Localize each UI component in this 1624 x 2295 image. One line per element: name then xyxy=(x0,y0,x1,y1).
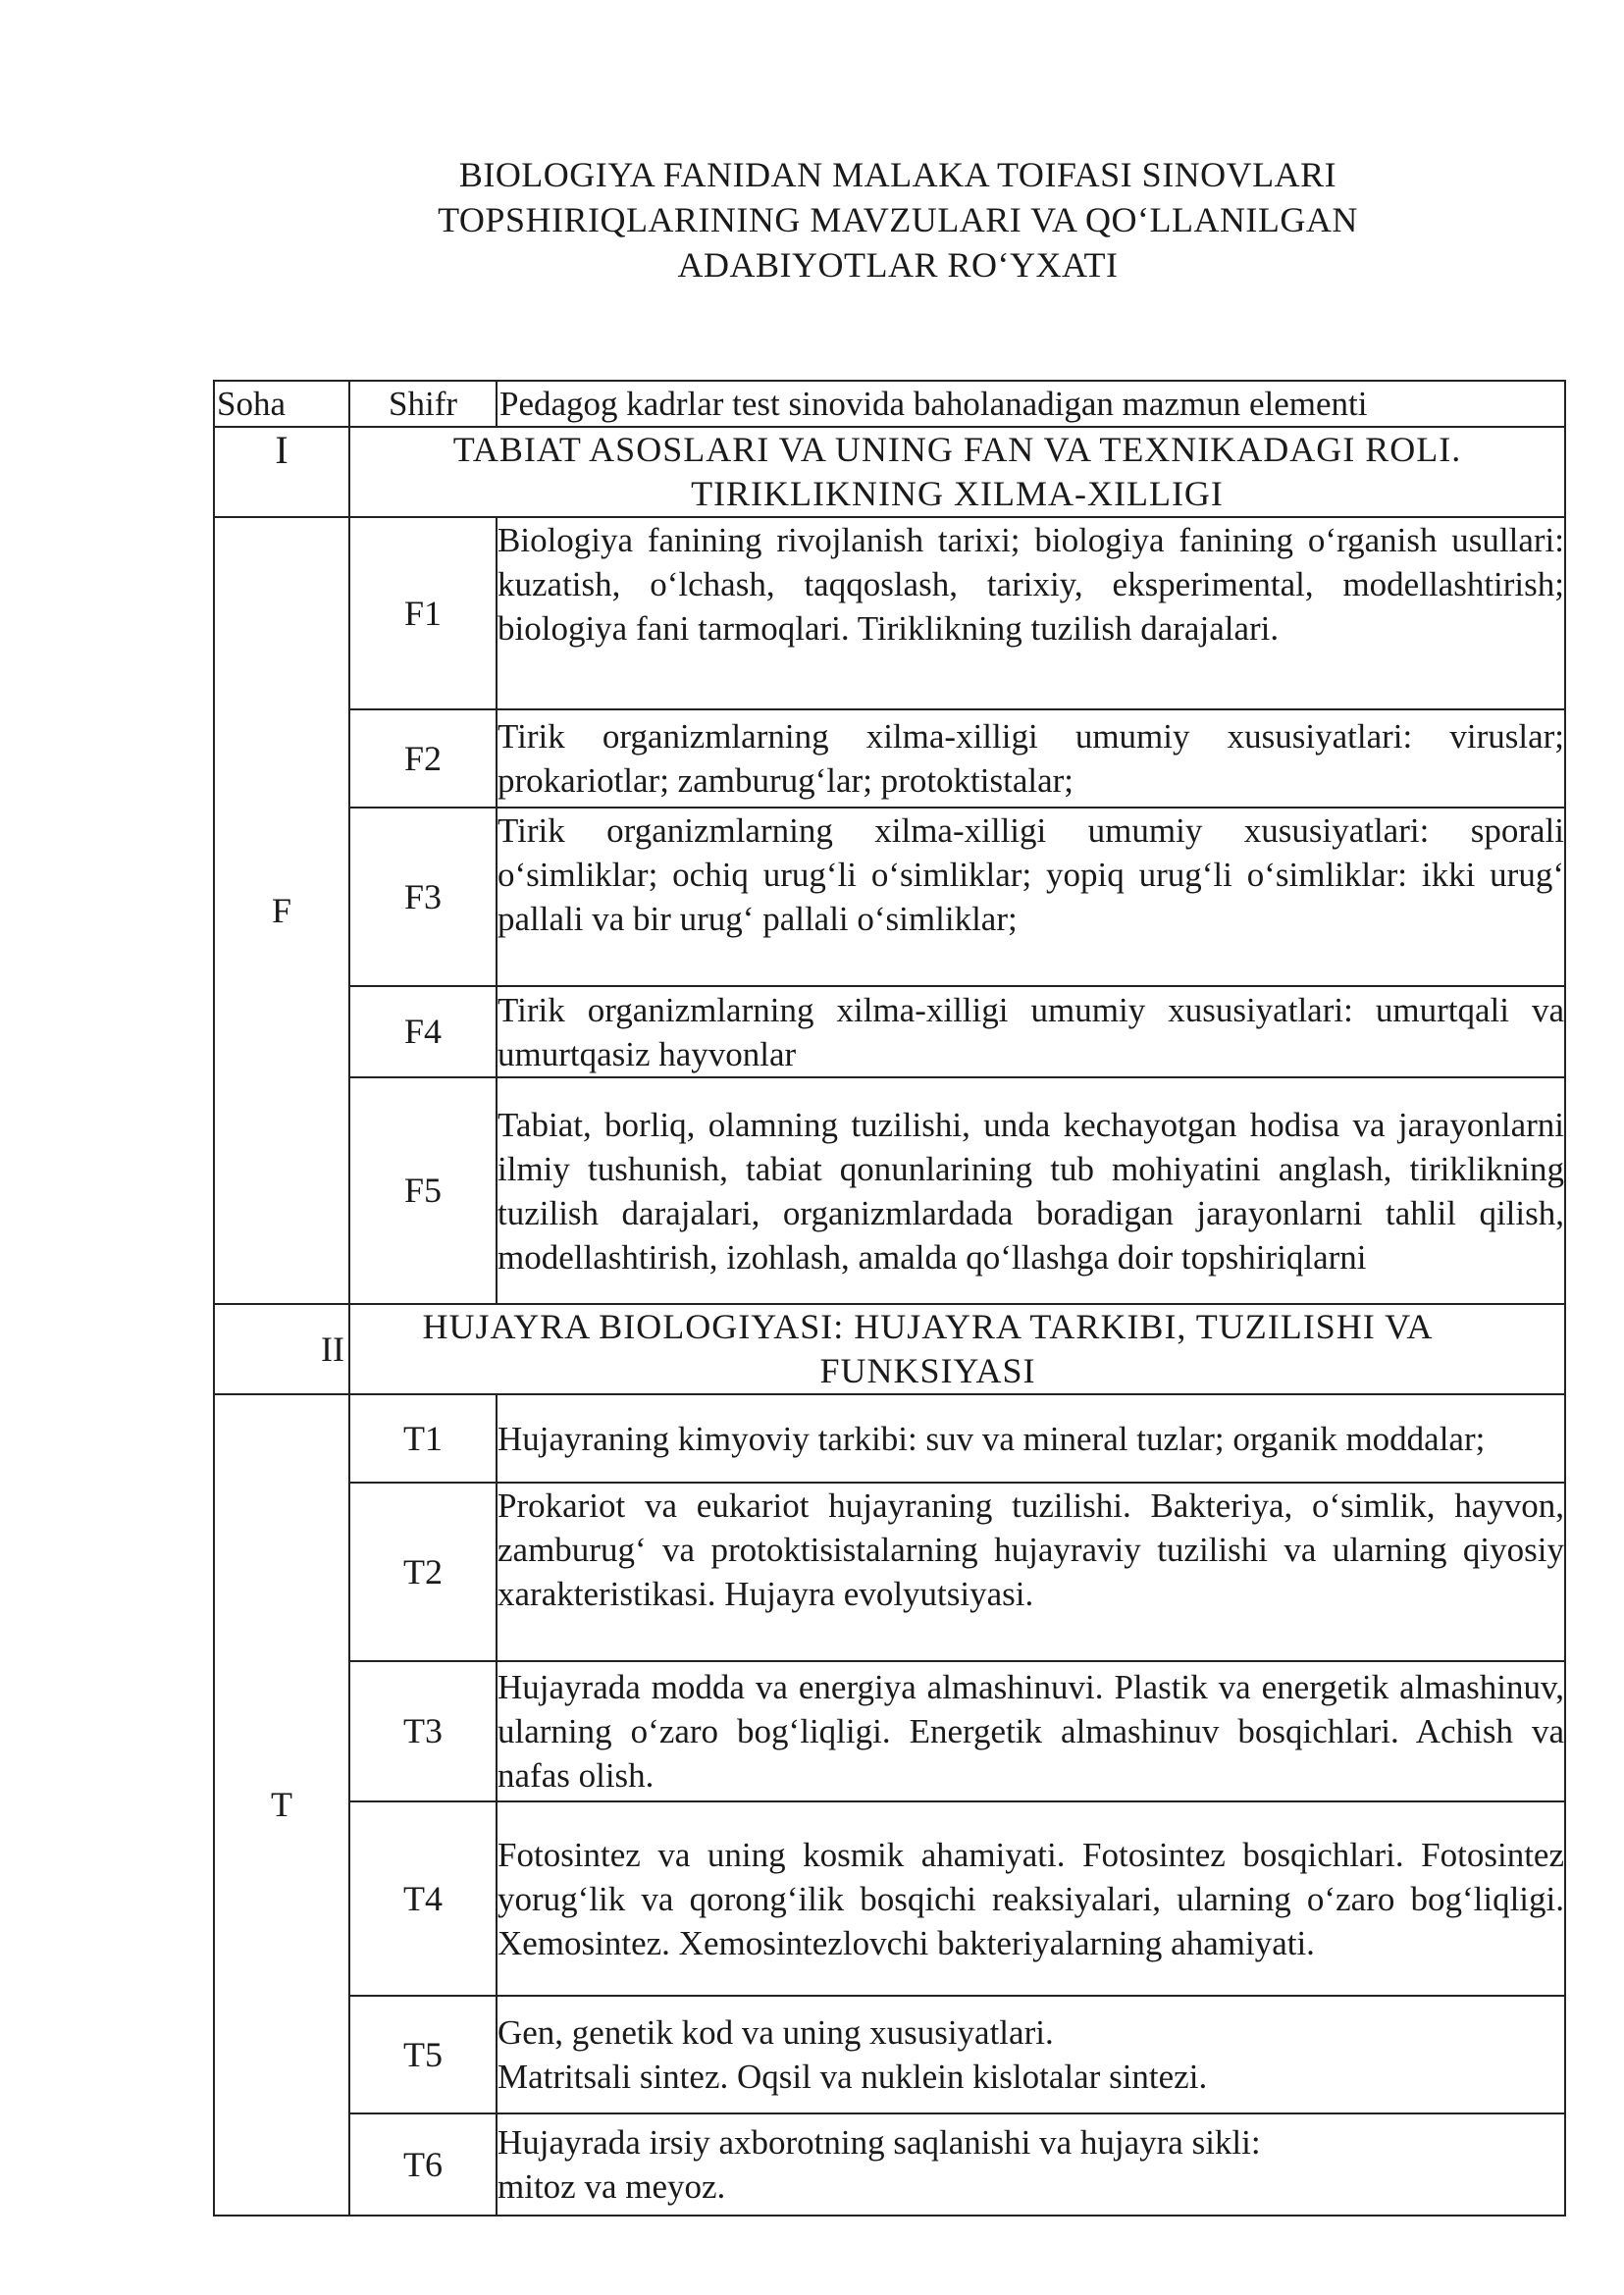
document-title xyxy=(353,152,1442,287)
table-row xyxy=(214,2113,1565,2216)
table-row xyxy=(214,1394,1565,1483)
title-line-3: ADABIYOTLAR RO‘YXATI xyxy=(677,245,1119,285)
section-2-header-row xyxy=(214,1304,1565,1394)
row-code-t2: T2 xyxy=(349,1483,497,1661)
row-text-t5-line-2: Matritsali sintez. Oqsil va nuklein kislotalar sintezi. xyxy=(498,2058,1208,2096)
table-row xyxy=(214,1801,1565,1996)
row-text-t6-line-1: Hujayrada irsiy axborotning saqlanishi va hujayra sikli: xyxy=(498,2123,1261,2162)
table-row xyxy=(214,709,1565,808)
section-1-title-line-1: TABIAT ASOSLARI VA UNING FAN VA TEXNIKADAGI ROLI. xyxy=(452,430,1462,469)
row-code-t5: T5 xyxy=(349,1996,497,2113)
section-1-area-code: F xyxy=(214,517,349,1304)
row-text-t5-line-1: Gen, genetik kod va uning xususiyatlari. xyxy=(498,2013,1054,2052)
table-row xyxy=(214,986,1565,1077)
row-text-t5 xyxy=(497,1996,1565,2113)
header-soha: Soha xyxy=(214,381,349,427)
row-code-t4: T4 xyxy=(349,1801,497,1996)
table-header-row xyxy=(214,381,1565,427)
header-element: Pedagog kadrlar test sinovida baholanadigan mazmun elementi xyxy=(497,381,1565,427)
table-row xyxy=(214,1483,1565,1661)
section-2-number: II xyxy=(214,1304,349,1394)
row-code-f4: F4 xyxy=(349,986,497,1077)
row-text-f4: Tirik organizmlarning xilma-xilligi umumiy xususiyatlari: umurtqali va umurtqasiz hayvonlar xyxy=(497,986,1565,1077)
header-shifr: Shifr xyxy=(349,381,497,427)
section-2-area-code: T xyxy=(214,1394,349,2216)
row-text-t4: Fotosintez va uning kosmik ahamiyati. Fotosintez bosqichlari. Fotosintez yorug‘lik va qorong‘ilik bosqichi reaksiyalari, ularning o‘zaro bog‘liqligi. Xemosintez. Xemosintezlovchi bakteriyalarning ahamiyati. xyxy=(497,1801,1565,1996)
row-text-f3: Tirik organizmlarning xilma-xilligi umumiy xususiyatlari: sporali o‘simliklar; ochiq urug‘li o‘simliklar; yopiq urug‘li o‘simliklar: ikki urug‘ pallali va bir urug‘ pallali o‘simliklar; xyxy=(497,808,1565,986)
section-1-title-line-2: TIRIKLIKNING XILMA-XILLIGI xyxy=(691,474,1224,513)
section-2-title-line-1: HUJAYRA BIOLOGIYASI: HUJAYRA TARKIBI, TUZILISHI VA xyxy=(422,1307,1434,1346)
row-text-t6-line-2: mitoz va meyoz. xyxy=(498,2167,726,2206)
section-2-title xyxy=(349,1304,1565,1394)
section-2-title-line-2: FUNKSIYASI xyxy=(819,1351,1036,1390)
row-text-f5: Tabiat, borliq, olamning tuzilishi, unda kechayotgan hodisa va jarayonlarni ilmiy tushunish, tabiat qonunlarining tub mohiyatini anglash, tiriklikning tuzilish darajalari, organizmlardada boradigan jarayonlarni tahlil qilish, modellashtirish, izohlash, amalda qo‘llashga doir topshiriqlarni xyxy=(497,1077,1565,1304)
title-line-2: TOPSHIRIQLARINING MAVZULARI VA QO‘LLANILGAN xyxy=(438,200,1358,239)
row-code-t6: T6 xyxy=(349,2113,497,2216)
title-line-1: BIOLOGIYA FANIDAN MALAKA TOIFASI SINOVLARI xyxy=(458,155,1337,194)
table-row xyxy=(214,1661,1565,1801)
row-text-t2: Prokariot va eukariot hujayraning tuzilishi. Bakteriya, o‘simlik, hayvon, zamburug‘ va protoktisistalarning hujayraviy tuzilishi va ularning qiyosiy xarakteristikasi. Hujayra evolyutsiyasi. xyxy=(497,1483,1565,1661)
row-code-f1: F1 xyxy=(349,517,497,709)
section-1-header-row xyxy=(214,427,1565,517)
row-text-f1: Biologiya fanining rivojlanish tarixi; biologiya fanining o‘rganish usullari: kuzatish, o‘lchash, taqqoslash, tarixiy, eksperimental, modellashtirish; biologiya fani tarmoqlari. Tiriklikning tuzilish darajalari. xyxy=(497,517,1565,709)
row-text-t1: Hujayraning kimyoviy tarkibi: suv va mineral tuzlar; organik moddalar; xyxy=(497,1394,1565,1483)
row-text-f2: Tirik organizmlarning xilma-xilligi umumiy xususiyatlari: viruslar; prokariotlar; zamburug‘lar; protoktistalar; xyxy=(497,709,1565,808)
table-row xyxy=(214,808,1565,986)
topics-table xyxy=(213,380,1566,2217)
table-row xyxy=(214,517,1565,709)
row-text-t3: Hujayrada modda va energiya almashinuvi. Plastik va energetik almashinuv, ularning o‘zaro bog‘liqligi. Energetik almashinuv bosqichlari. Achish va nafas olish. xyxy=(497,1661,1565,1801)
section-1-title xyxy=(349,427,1565,517)
row-code-t3: T3 xyxy=(349,1661,497,1801)
row-code-t1: T1 xyxy=(349,1394,497,1483)
table-row xyxy=(214,1077,1565,1304)
table-row xyxy=(214,1996,1565,2113)
row-text-t6 xyxy=(497,2113,1565,2216)
section-1-number: I xyxy=(214,427,349,517)
row-code-f2: F2 xyxy=(349,709,497,808)
row-code-f3: F3 xyxy=(349,808,497,986)
row-code-f5: F5 xyxy=(349,1077,497,1304)
